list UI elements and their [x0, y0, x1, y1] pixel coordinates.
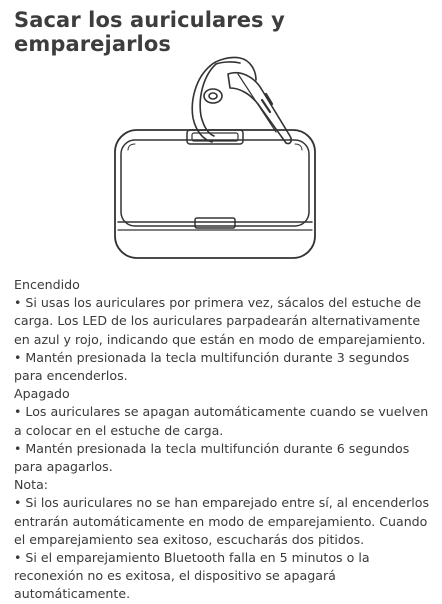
section-heading-apagado: Apagado	[14, 386, 70, 402]
page-title: Sacar los auriculares y emparejarlos	[14, 8, 285, 56]
instructions-text	[14, 276, 438, 604]
charging-case-icon	[115, 130, 315, 258]
bullet-text: • Si los auriculares no se han emparejado entre sí, al encenderlos entrarán automáticamente en modo de emparejamiento. Cuando el emparejamiento sea exitoso, escucharás dos pitidos.	[14, 495, 430, 547]
bullet-text: • Si el emparejamiento Bluetooth falla en 5 minutos o la reconexión no es exitosa, el dispositivo se apagará automáticamente.	[14, 550, 370, 602]
earbud-case-illustration	[0, 0, 442, 280]
bullet-text: • Los auriculares se apagan automáticamente cuando se vuelven a colocar en el estuche de carga.	[14, 404, 429, 438]
section-heading-nota: Nota:	[14, 477, 49, 493]
bullet-text: • Si usas los auriculares por primera vez, sácalos del estuche de carga. Los LED de los auriculares parpadearán alternativamente en azul y rojo, indicando que están en modo de emparejamiento.	[14, 295, 426, 347]
section-heading-encendido: Encendido	[14, 277, 80, 292]
bullet-text: • Mantén presionada la tecla multifunción durante 6 segundos para apagarlos.	[14, 440, 410, 475]
bullet-text: • Mantén presionada la tecla multifunción durante 3 segundos para encenderlos.	[14, 349, 410, 384]
